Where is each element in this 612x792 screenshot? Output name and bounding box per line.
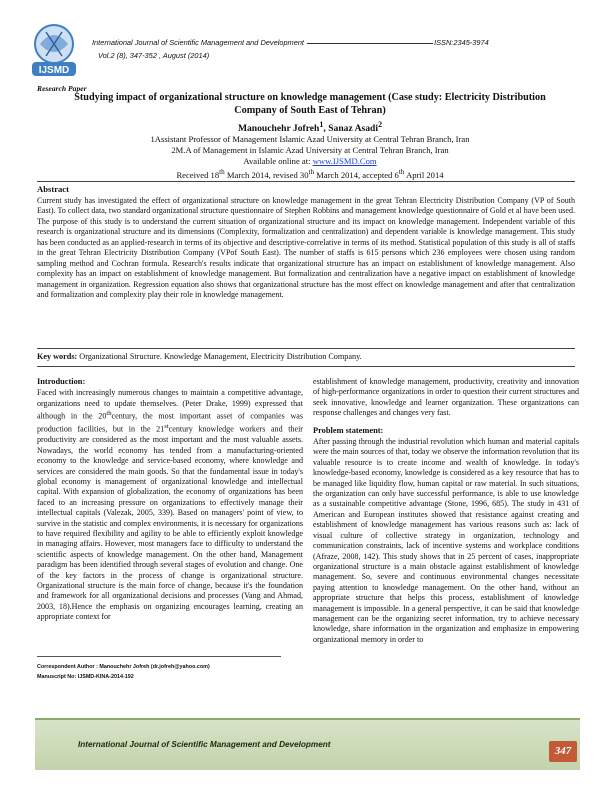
intro-sup-1: th [106,410,112,418]
journal-link[interactable]: www.IJSMD.Com [312,156,377,166]
available-online [40,156,580,167]
intro-text-3: century knowledge workers and their productivity are considered as the most important and the most valuable assets. Nowadays, the world economy has tended from a manufacturing-oriented economy to the knowledge and service-based economy, where knowledge and services are considered the main goods. So that the fundamental issue in today's global economy is management of organizational knowledge and intellectual capital. With expansion of globalization, the economy of organizations has been faced to an increasing pressure on organizations to effectively manage their intellectual capitals (Valezak, 2005, 339). Based on managers' point of view, to survive in the statistic and complex environments, it is necessary for organizations to have required flexibility and agility to be able to efficiently exploit knowledge in managing affairs. However, most managers face to difficulty to understand the scientific aspects of knowledge management. On the other hand, Management paradigm has been identified through several stages of evolution and change. One of the key factors in the process of change is organizational structure. Organizational structure is the main force of change, because it's the foundation and framework for all organizational decisions and processes (Vang and Ahmad, 2003, 18).Hence the emphasis on organizing encourages learning, creating an appropriate context for [37,424,303,622]
authors [40,120,580,134]
keywords-text: Organizational Structure. Knowledge Management, Electricity Distribution Company. [77,352,362,361]
footnote-correspondent: Correspondent Author : Manouchehr Jofreh (dr.jofreh@yahoo.com) [37,664,210,670]
divider-top [37,181,575,182]
divider-abstract [37,348,575,349]
journal-header-line [92,38,592,47]
right-column [313,377,579,645]
ijsmd-logo-icon [20,20,88,82]
footnote-rule [37,656,281,657]
received-sup: th [219,168,225,176]
footer-journal-name: International Journal of Scientific Management and Development [78,740,331,749]
abstract-body: Current study has investigated the effect of organizational structure on knowledge management in the great Tehran Electricity Distribution Company (VP of South East). To collect data, two standard organizational structure questionnaire of Stephen Robbins and management knowledge questionnaire of Gold et al have been used. The purpose of this study is to understand the current situation of organizational structure and its impact on knowledge management. Independent variable of this research is organizational structure and its dimensions (Complexity, formalization and centralization) and dependent variable is knowledge management. This study has been conducted as an applied-research in terms of its objective and descriptive-correlative in terms of its method. Statistical population of this study is all of staffs in the great Tehran Electricity Distribution Company (VPof South East). The number of staffs is 615 persons which 236 employees were chosen using random sampling method and Cochran formula. Research's results indicate that organizational structure has an impact on establishment of knowledge management. Also complexity has an impact on establishment of knowledge management. But formalization and centralization have a negative impact on establishment of knowledge management in organization. Regression equation also shows that organizational structure has the most effect on knowledge management and after that centralization and formalization and complexity play their role in knowledge management. [37,196,575,300]
journal-name: International Journal of Scientific Management and Development [92,38,304,47]
paper-title [40,92,580,117]
abstract-heading: Abstract [37,184,69,194]
paper-title-line-1: Studying impact of organizational structure on knowledge management (Case study: Electricity Distribution [74,92,546,103]
divider-keywords [37,366,575,367]
logo-text: IJSMD [38,65,70,76]
keywords-label: Key words: [37,352,78,361]
author-1-affil: 1 [319,120,324,129]
revised-text: March 2014, revised 30 [224,169,309,180]
author-separator: , [323,123,329,135]
affiliation-2: 2M.A of Management in Islamic Azad University at Central Tehran Branch, Iran [171,145,449,155]
journal-volume: Vol.2 (8), 347-352 , August (2014) [98,51,210,60]
accepted-sup: th [398,168,405,176]
intro-sup-2: st [164,423,169,431]
section-gap [313,419,579,426]
journal-issn: ISSN:2345-3974 [434,38,489,47]
intro-text-2: century, the most important asset of companies was production facilities, but in the 21 [37,411,303,434]
intro-continued: establishment of knowledge management, productivity, creativity and innovation of high-performance organizations in order to question their current structures and seek innovative, knowledge and learner organization. These organizations can response challenges and changes very fast. [313,377,579,418]
author-1: Manouchehr Jofreh [237,123,320,135]
paper-title-line-2: Company of South East of Tehran) [234,104,386,116]
keywords [37,352,575,361]
intro-paragraph [37,388,303,622]
problem-paragraph: After passing through the industrial revolution which human and material capitals were the main sources of that, today we observe the information revolution that its valuable resource is to create income and wealth of knowledge. In today's knowledge-based economy, knowledge is considered as a key resource that has to be managed like liquidity flow, human capital or raw material. In such situations, the organization can only have successful performance, is able to use knowledge as a sustainable competitive advantage (Stone, 1996, 685). The study in 431 of American and European institutes showed that resistance against creating and establishment of knowledge management has various reasons such as: lack of visual culture of collective strategy in organization, technology and communication constraints, lack of incentive systems and workplace conditions (Afraze, 2008, 142). This study shows that in 25 percent of cases, inappropriate organizational structure is a main obstacle against establishment of knowledge management. So, severe and continuous environmental changes necessitate paying attention to knowledge management. On the other hand, without an appropriate structure that helps this process, establishment of knowledge management is impossible. In a general perspective, it can be said that knowledge management can be the organizing secret information, try to achieve necessary knowledge, share information in the organization and emphasize in empowering organizational memory in order to [313,437,579,644]
paper-type: Research Paper [37,84,87,93]
affiliation-1: 1Assistant Professor of Management Islamic Azad University at Central Tehran Branch, Iran [150,134,470,144]
journal-logo [20,20,88,82]
intro-text-1: Faced with increasingly numerous changes to maintain a competitive advantage, organizations need to update themselves. (Peter Drake, 1999) expressed that although in the 20 [37,388,303,421]
intro-heading: Introduction: [37,377,86,386]
received-dates [40,167,580,180]
author-2: Sanaz Asadi [328,123,379,135]
author-2-affil: 2 [378,120,383,129]
footnote-manuscript: Manuscript No: IJSMD-KINA-2014-192 [37,674,134,680]
received-text: Received 18 [176,169,220,180]
accepted-end: April 2014 [404,169,444,180]
left-column [37,377,303,623]
available-label: Available online at: [243,156,313,166]
header-rule [307,43,433,44]
revised-sup: th [308,168,315,176]
problem-heading: Problem statement: [313,425,384,435]
page-number-badge: 347 [549,741,577,762]
accepted-text: March 2014, accepted 6 [314,169,399,180]
